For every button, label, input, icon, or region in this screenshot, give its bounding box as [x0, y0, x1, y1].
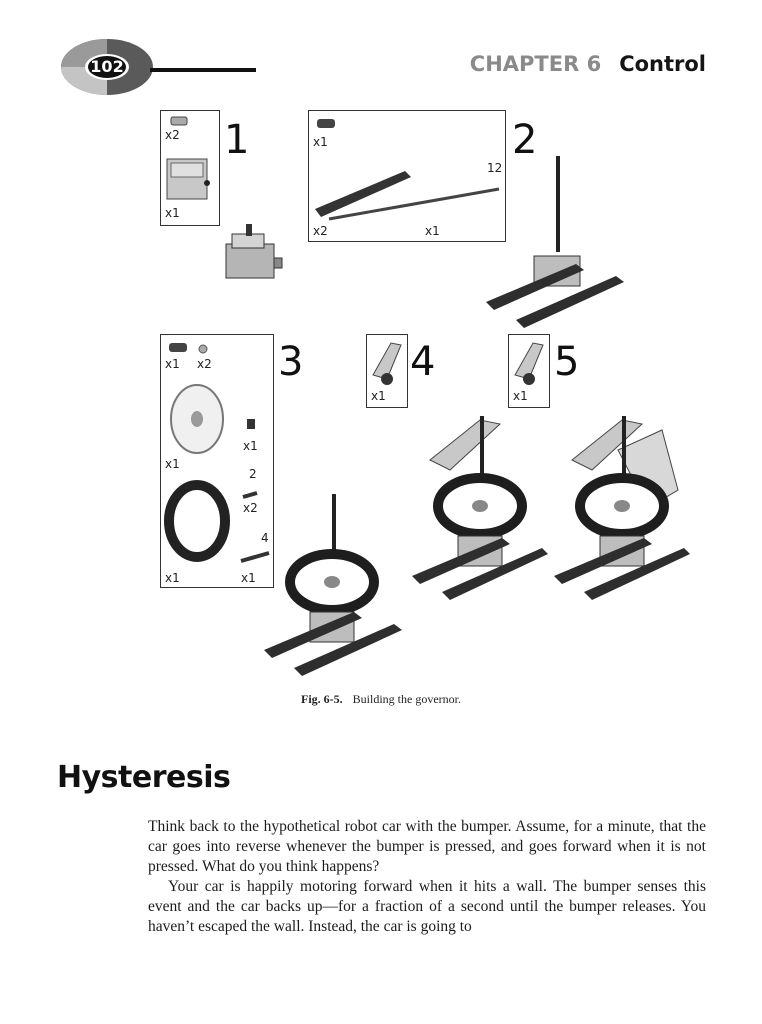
step-3-qty: x2: [197, 357, 212, 371]
step-2-parts-icon: [309, 111, 505, 241]
step-2-qty: x1: [425, 224, 440, 238]
step-5-parts-box: [508, 334, 550, 408]
step-2-parts-box: [308, 110, 506, 242]
step-5-assembly: [552, 410, 702, 610]
step-1-qty: x1: [165, 206, 180, 220]
governor-build-figure: [150, 104, 710, 674]
step-5-number: 5: [554, 339, 580, 385]
page-number-badge: [60, 38, 154, 96]
step-3-qty: x1: [165, 457, 180, 471]
step-1-number: 1: [224, 117, 250, 163]
step-3-axle-length: 4: [261, 531, 269, 545]
figure-caption-text: Building the governor.: [352, 692, 461, 706]
step-5-qty: x1: [513, 389, 528, 403]
figure-caption-label: Fig. 6-5.: [301, 692, 343, 706]
step-3-qty: x2: [243, 501, 258, 515]
step-3-qty: x1: [165, 571, 180, 585]
step-4-parts-box: [366, 334, 408, 408]
chapter-title: Control: [619, 52, 706, 76]
header-rule: [150, 68, 256, 72]
paragraph: Your car is happily motoring forward when it hits a wall. The bumper senses this event and the car backs up—for a fraction of a second until the bumper releases. You haven’t escaped the wall. Instead, the car is going to: [148, 878, 706, 935]
chapter-label: CHAPTER 6: [469, 52, 602, 76]
paragraph: Think back to the hypothetical robot car with the bumper. Assume, for a minute, that the car goes into reverse whenever the bumper is pressed, and goes forward when it is not pressed. What do you think happens?: [148, 818, 706, 875]
step-1-parts-box: [160, 110, 220, 226]
step-3-qty: x1: [241, 571, 256, 585]
step-3-axle-length: 2: [249, 467, 257, 481]
step-2-axle-length: 12: [487, 161, 503, 175]
figure-caption: [0, 692, 762, 707]
chapter-heading: [470, 52, 706, 76]
body-text: [148, 817, 706, 937]
section-heading: Hysteresis: [57, 760, 231, 795]
step-3-parts-box: [160, 334, 274, 588]
step-4-qty: x1: [371, 389, 386, 403]
page-number: 102: [90, 57, 124, 76]
step-4-assembly: [410, 410, 550, 610]
step-1-motor-assembly: [220, 222, 290, 292]
step-2-assembly: [480, 152, 630, 332]
step-2-qty: x1: [313, 135, 328, 149]
step-2-number: 2: [512, 117, 538, 163]
step-3-qty: x1: [165, 357, 180, 371]
step-2-qty: x2: [313, 224, 328, 238]
step-1-qty: x2: [165, 128, 180, 142]
step-3-qty: x1: [243, 439, 258, 453]
step-3-assembly: [264, 490, 404, 680]
step-4-number: 4: [410, 339, 436, 385]
step-3-number: 3: [278, 339, 304, 385]
